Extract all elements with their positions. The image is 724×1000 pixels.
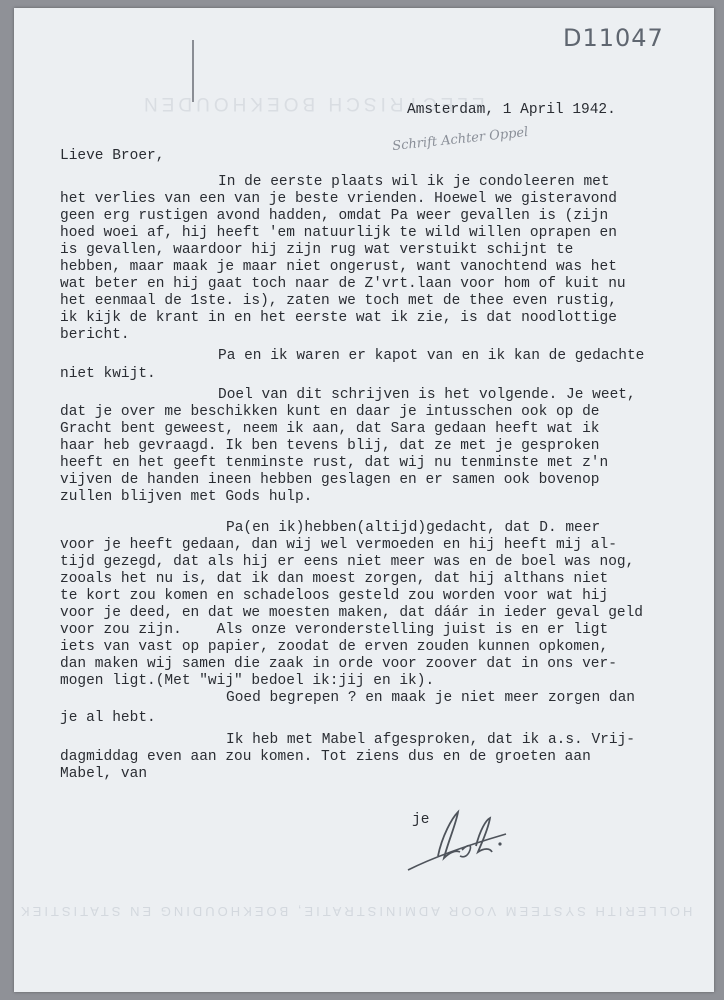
letter-line: ik kijk de krant in en het eerste wat ik zie, is dat noodlottige [60, 310, 617, 326]
letter-line: zullen blijven met Gods hulp. [60, 489, 313, 505]
letter-line: Goed begrepen ? en maak je niet meer zorgen dan [226, 690, 635, 706]
letter-line: In de eerste plaats wil ik je condoleeren met [218, 174, 610, 190]
letter-line: Ik heb met Mabel afgesproken, dat ik a.s. Vrij- [226, 732, 635, 748]
archive-reference: D11047 [563, 24, 664, 52]
letter-line: heeft en het geeft tenminste rust, dat wij nu tenminste met z'n [60, 455, 609, 471]
letter-line: iets van vast op papier, zoodat de erven zouden kunnen opkomen, [60, 639, 609, 655]
letter-line: niet kwijt. [60, 366, 156, 382]
letter-line: voor zou zijn. Als onze veronderstelling juist is en er ligt [60, 622, 609, 638]
letter-line: is gevallen, waardoor hij zijn rug wat verstuikt schijnt te [60, 242, 574, 258]
closing: je [412, 812, 430, 828]
letter-line: Pa(en ik)hebben(altijd)gedacht, dat D. meer [226, 520, 601, 536]
letter-line: hebben, maar maak je maar niet ongerust, want vanochtend was het [60, 259, 617, 275]
letter-line: voor je heeft gedaan, dan wij wel vermoeden en hij heeft mij al- [60, 537, 617, 553]
letter-line: hoed woei af, hij heeft 'em natuurlijk te wild willen oprapen en [60, 225, 617, 241]
letter-line: Mabel, van [60, 766, 148, 782]
letter-line: Pa en ik waren er kapot van en ik kan de gedachte [218, 348, 645, 364]
letter-line: vijven de handen ineen hebben geslagen en er samen ook bovenop [60, 472, 600, 488]
letter-line: Doel van dit schrijven is het volgende. Je weet, [218, 387, 636, 403]
handwritten-signature [398, 800, 518, 880]
letter-line: geen erg rustigen avond hadden, omdat Pa weer gevallen is (zijn [60, 208, 609, 224]
letter-line: te kort zou komen en schadeloos gesteld zou worden voor wat hij [60, 588, 609, 604]
letter-line: zooals het nu is, dat ik dan moest zorgen, dat hij althans niet [60, 571, 609, 587]
letter-line: dan maken wij samen die zaak in orde voor zoover dat in ons ver- [60, 656, 617, 672]
salutation: Lieve Broer, [60, 148, 165, 164]
letter-line: het eenmaal de 1ste. is), zaten we toch met de thee even rustig, [60, 293, 617, 309]
letter-line: je al hebt. [60, 710, 156, 726]
letter-line: voor je deed, en dat we moesten maken, dat dáár in ieder geval geld [60, 605, 643, 621]
letter-line: het verlies van een van je beste vrienden. Hoewel we gisteravond [60, 191, 617, 207]
letter-line: mogen ligt.(Met "wij" bedoel ik:jij en ik). [60, 673, 435, 689]
letter-line: haar heb gevraagd. Ik ben tevens blij, dat ze met je gesproken [60, 438, 600, 454]
place-date: Amsterdam, 1 April 1942. [407, 102, 616, 118]
letter-line: tijd gezegd, dat als hij er eens niet meer was en de boel was nog, [60, 554, 635, 570]
letterhead-bottom: HOLLERITH SYSTEEM VOOR ADMINISTRATIE, BOEKHOUDING EN STATISTIEK [18, 904, 693, 919]
letter-line: dagmiddag even aan zou komen. Tot ziens dus en de groeten aan [60, 749, 591, 765]
pencil-note: Schrift Achter Oppel [391, 124, 529, 155]
letter-line: Gracht bent geweest, neem ik aan, dat Sara gedaan heeft wat ik [60, 421, 600, 437]
letter-line: dat je over me beschikken kunt en daar je intusschen ook op de [60, 404, 600, 420]
letter-line: bericht. [60, 327, 130, 343]
letterhead-top: ELECTRISCH BOEKHOUDEN [140, 93, 485, 114]
letter-line: wat beter en hij gaat toch naar de Z'vrt.laan voor hom of kuit nu [60, 276, 626, 292]
